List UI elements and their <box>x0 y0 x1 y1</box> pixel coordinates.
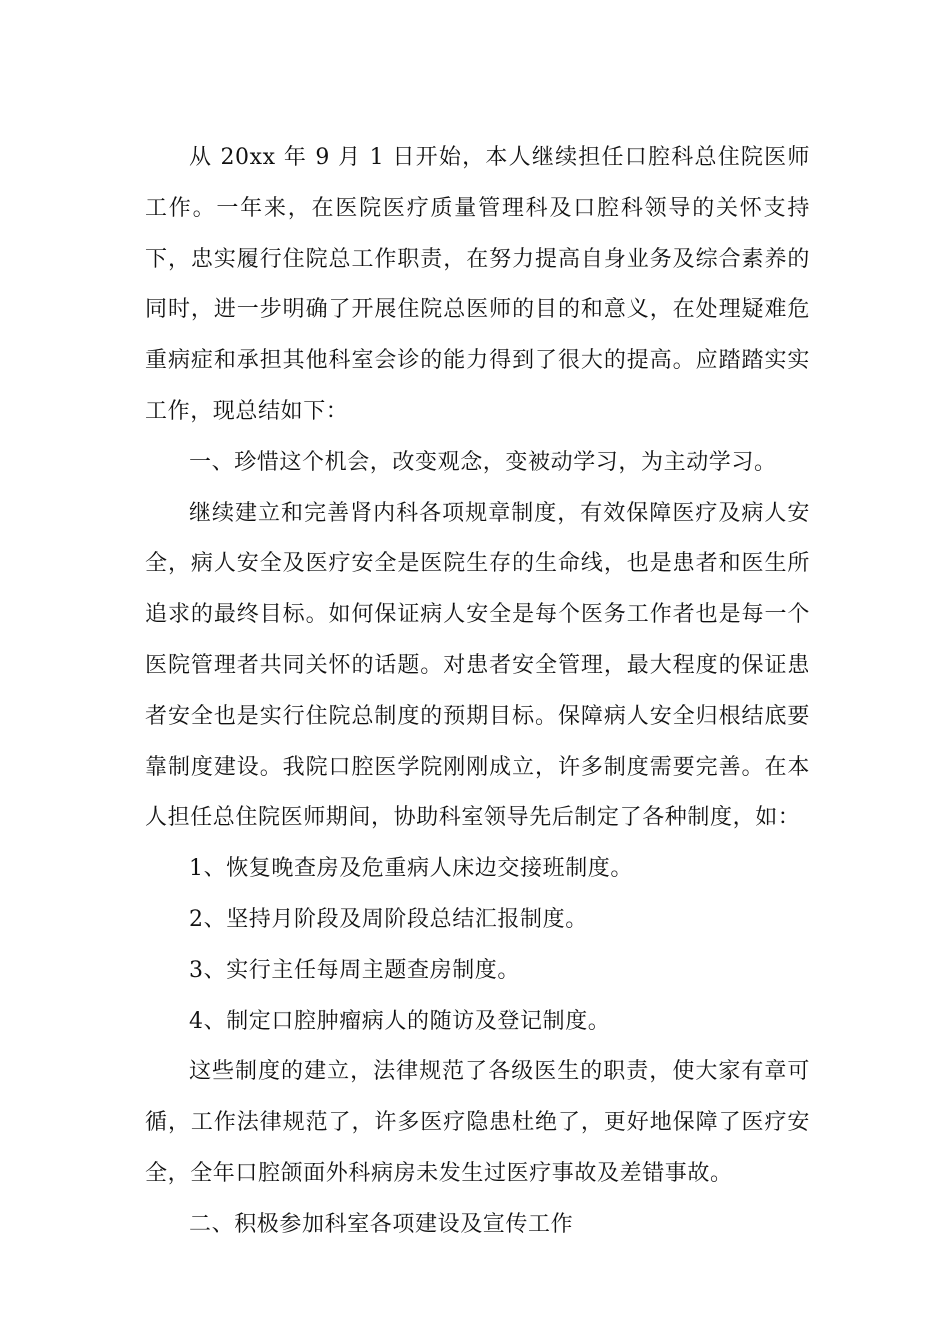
list-item-1: 1、恢复晚查房及危重病人床边交接班制度。 <box>189 856 633 882</box>
list-item-4: 4、制定口腔肿瘤病人的随访及登记制度。 <box>189 1008 611 1034</box>
paragraph-safety: 继续建立和完善肾内科各项规章制度，有效保障医疗及病人安全，病人安全及医疗安全是医院生存的生命线，也是患者和医生所追求的最终目标。如何保证病人安全是每个医务工作者也是每一个医院管理者共同关怀的话题。对患者安全管理，最大程度的保证患者安全也是实行住院总制度的预期目标。保障病人安全归根结底要靠制度建设。我院口腔医学院刚刚成立，许多制度需要完善。在本人担任总住院医师期间，协助科室领导先后制定了各种制度，如： <box>145 500 810 831</box>
section-heading-2: 二、积极参加科室各项建设及宣传工作 <box>189 1211 574 1237</box>
document-body <box>145 133 810 1251</box>
list-item-3: 3、实行主任每周主题查房制度。 <box>189 957 520 983</box>
section-heading-1: 一、珍惜这个机会，改变观念，变被动学习，为主动学习。 <box>189 449 777 475</box>
paragraph-result: 这些制度的建立，法律规范了各级医生的职责，使大家有章可循，工作法律规范了，许多医疗隐患杜绝了，更好地保障了医疗安全，全年口腔颌面外科病房未发生过医疗事故及差错事故。 <box>145 1059 810 1186</box>
list-item-2: 2、坚持月阶段及周阶段总结汇报制度。 <box>189 906 588 932</box>
paragraph-intro: 从 20xx 年 9 月 1 日开始，本人继续担任口腔科总住院医师工作。一年来，在医院医疗质量管理科及口腔科领导的关怀支持下，忠实履行住院总工作职责，在努力提高自身业务及综合素养的同时，进一步明确了开展住院总医师的目的和意义，在处理疑难危重病症和承担其他科室会诊的能力得到了很大的提高。应踏踏实实工作，现总结如下： <box>145 145 810 424</box>
